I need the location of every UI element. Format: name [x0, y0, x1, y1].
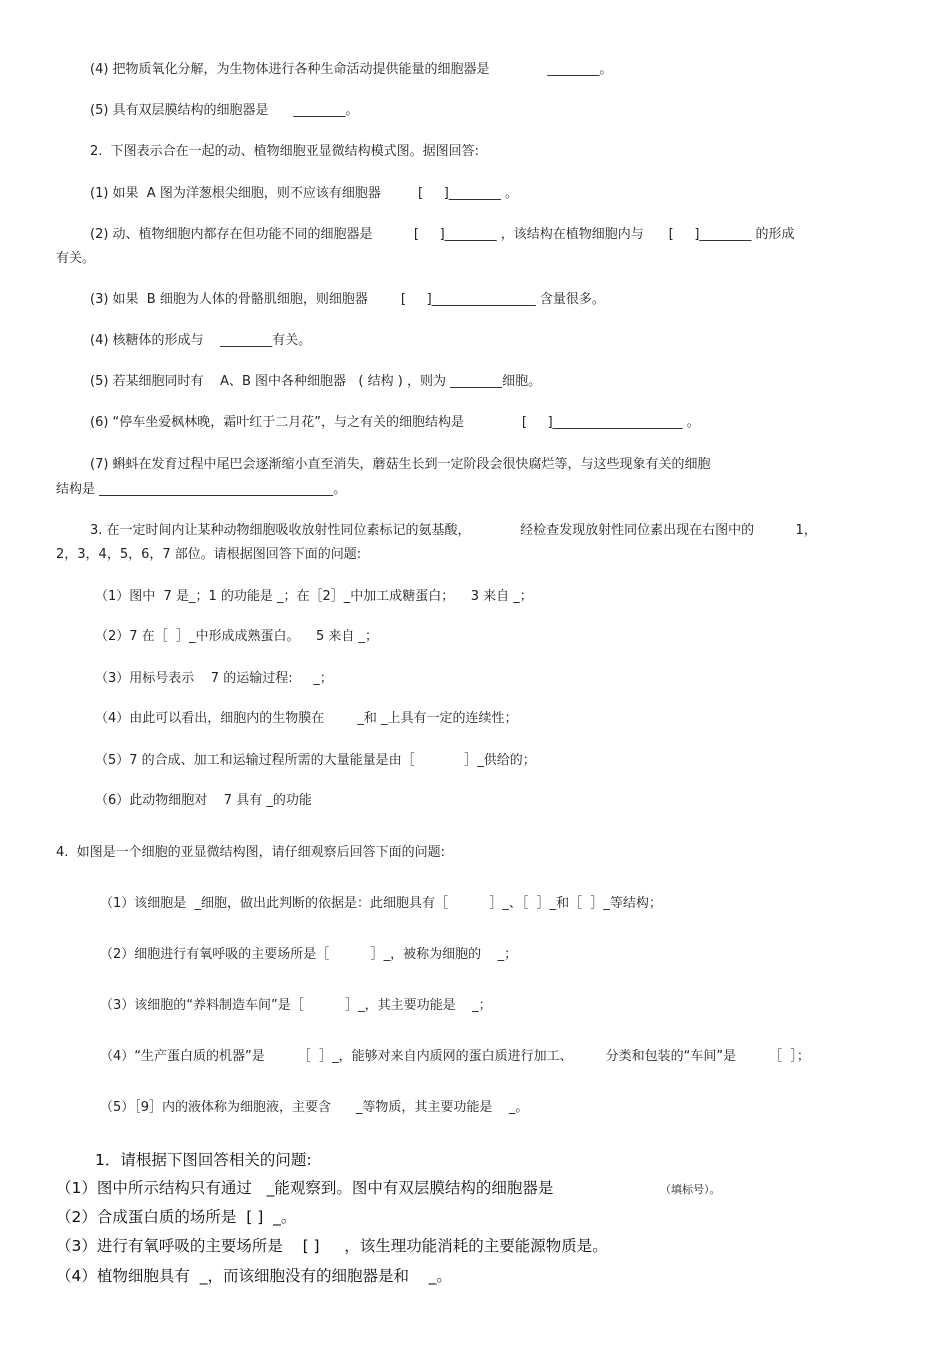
q3-stem: 3. 在一定时间内让某种动物细胞吸收放射性同位素标记的氨基酸， 经检查发现放射性同位素出现在右图中的 1，: [90, 523, 817, 538]
q2-item-4: (4) 核糖体的形成与 ________有关。: [90, 333, 312, 348]
q4-item-1: （1）该细胞是 _细胞，做出此判断的依据是：此细胞具有［ ］_、［ ］_和［ ］_等结构；: [100, 896, 662, 911]
q3-item-6: （6）此动物细胞对 7 具有 _的功能: [95, 793, 312, 808]
q2-item-1: (1) 如果 A 图为洋葱根尖细胞，则不应该有细胞器 [ ]________ 。: [90, 186, 518, 201]
q3-item-2: （2）7 在［ ］_中形成成熟蛋白。 5 来自 _；: [95, 629, 379, 644]
q5-stem: 1．请根据下图回答相关的问题:: [95, 1151, 312, 1169]
q5-item-4: （4）植物细胞具有 _，而该细胞没有的细胞器是和 _。: [56, 1267, 452, 1285]
q4-item-2: （2）细胞进行有氧呼吸的主要场所是［ ］_，被称为细胞的 _；: [100, 947, 518, 962]
q2-item-2-cont: 有关。: [56, 251, 96, 266]
q4-item-5: （5）［9］内的液体称为细胞液，主要含 _等物质，其主要功能是 _。: [100, 1100, 529, 1115]
q2-stem: 2. 下图表示合在一起的动、植物细胞亚显微结构模式图。据图回答:: [90, 144, 480, 159]
q5-item-1: （1）图中所示结构只有通过 _能观察到。图中有双层膜结构的细胞器是: [56, 1179, 554, 1197]
q2-item-7-cont: 结构是 ____________________________________。: [56, 482, 347, 497]
q5-item-1-note: （填标号）。: [660, 1183, 721, 1196]
q2-item-3: (3) 如果 B 细胞为人体的骨骼肌细胞，则细胞器 [ ]________________ 含量很多。: [90, 292, 605, 307]
q2-item-5: (5) 若某细胞同时有 A、B 图中各种细胞器 ( 结构 ) ，则为 ________细胞。: [90, 374, 542, 389]
q1-item-5: (5) 具有双层膜结构的细胞器是 ________。: [90, 103, 359, 118]
q2-item-6: (6) “停车坐爱枫林晚，霜叶红于二月花”，与之有关的细胞结构是 [ ]____________________ 。: [90, 415, 700, 430]
q5-item-2: （2）合成蛋白质的场所是 [ ] _。: [56, 1208, 297, 1226]
q3-item-3: （3）用标号表示 7 的运输过程: _；: [95, 671, 333, 686]
q4-item-4: （4）“生产蛋白质的机器”是 ［ ］_，能够对来自内质网的蛋白质进行加工、 分类和包装的“车间”是 ［ ］；: [100, 1049, 810, 1064]
q2-item-7: (7) 蝌蚪在发育过程中尾巴会逐渐缩小直至消失，蘑菇生长到一定阶段会很快腐烂等，与这些现象有关的细胞: [90, 457, 711, 472]
q4-stem: 4. 如图是一个细胞的亚显微结构图，请仔细观察后回答下面的问题:: [56, 845, 446, 860]
q3-item-4: （4）由此可以看出，细胞内的生物膜在 _和 _上具有一定的连续性；: [95, 711, 518, 726]
q5-item-3: （3）进行有氧呼吸的主要场所是 [ ] ，该生理功能消耗的主要能源物质是。: [56, 1237, 608, 1255]
q3-stem-cont: 2，3，4，5，6，7 部位。请根据图回答下面的问题:: [56, 547, 362, 562]
q4-item-3: （3）该细胞的“养料制造车间”是［ ］_，其主要功能是 _；: [100, 998, 492, 1013]
q3-item-1: （1）图中 7 是_；1 的功能是 _；在［2］_中加工成糖蛋白； 3 来自 _；: [95, 589, 533, 604]
q3-item-5: （5）7 的合成、加工和运输过程所需的大量能量是由［ ］_供给的；: [95, 753, 536, 768]
q1-item-4: (4) 把物质氧化分解，为生物体进行各种生命活动提供能量的细胞器是 ________。: [90, 62, 613, 77]
q2-item-2: (2) 动、植物细胞内都存在但功能不同的细胞器是 [ ]________ ，该结构在植物细胞内与 [ ]________ 的形成: [90, 227, 795, 242]
